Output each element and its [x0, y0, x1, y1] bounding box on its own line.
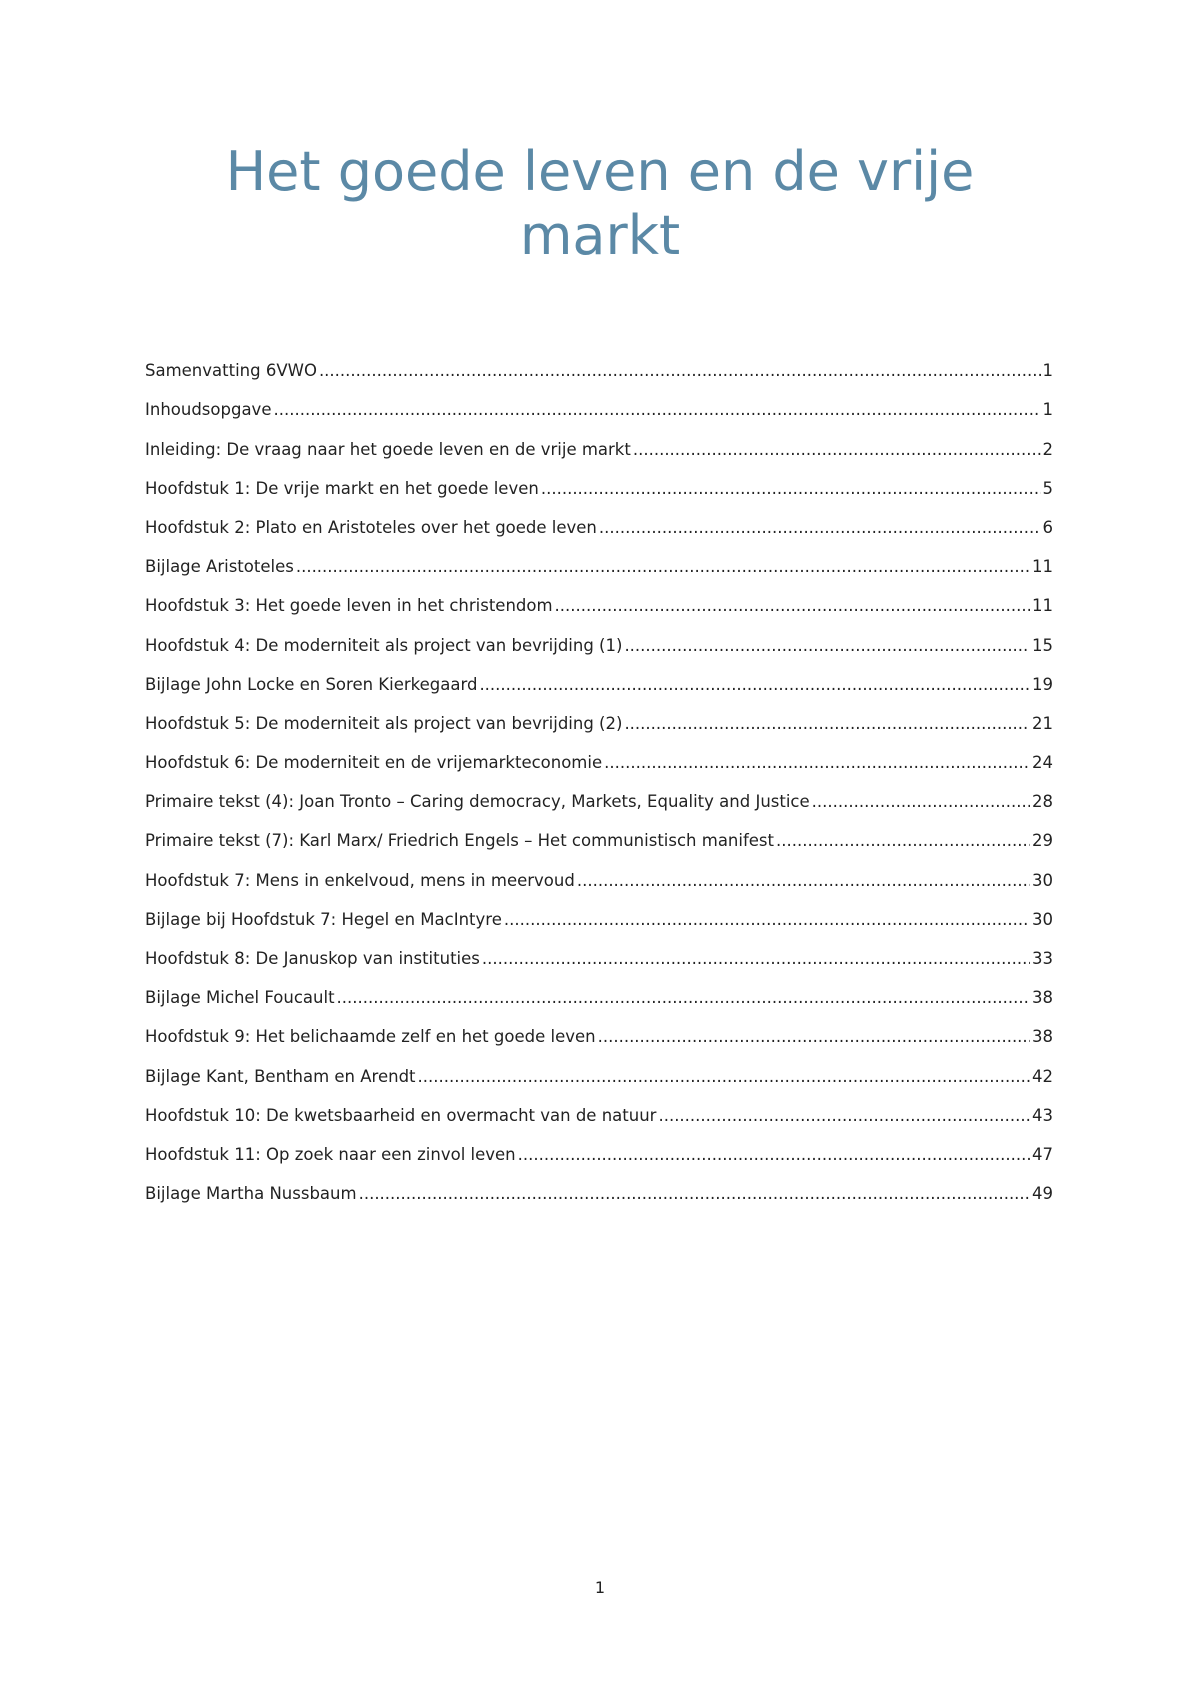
page-number: 1	[594, 1578, 606, 1597]
toc-entry[interactable]	[145, 459, 1053, 498]
toc-entry-label: Primaire tekst (4): Joan Tronto – Caring democracy, Markets, Equality and Justice	[145, 792, 810, 812]
toc-entry-page: 15	[1032, 635, 1053, 655]
toc-dot-leader	[599, 518, 1041, 537]
toc-entry-label: Bijlage Kant, Bentham en Arendt	[145, 1066, 416, 1086]
toc-entry-page: 5	[1042, 478, 1053, 498]
toc-entry-page: 42	[1032, 1066, 1053, 1086]
toc-entry-label: Inhoudsopgave	[145, 400, 272, 420]
toc-entry[interactable]	[145, 655, 1053, 694]
toc-entry-page: 28	[1032, 792, 1053, 812]
toc-entry[interactable]	[145, 498, 1053, 537]
toc-entry[interactable]	[145, 811, 1053, 850]
toc-entry-page: 2	[1042, 439, 1053, 459]
toc-entry[interactable]	[145, 694, 1053, 733]
toc-entry-label: Samenvatting 6VWO	[145, 361, 317, 381]
toc-entry[interactable]	[145, 733, 1053, 772]
toc-entry-label: Hoofdstuk 6: De moderniteit en de vrijemarkteconomie	[145, 753, 603, 773]
toc-entry-page: 38	[1032, 1027, 1053, 1047]
toc-dot-leader	[482, 949, 1030, 968]
toc-entry[interactable]	[145, 890, 1053, 929]
toc-dot-leader	[504, 910, 1030, 929]
toc-dot-leader	[633, 440, 1041, 459]
toc-dot-leader	[604, 753, 1030, 772]
toc-dot-leader	[541, 479, 1041, 498]
toc-entry-page: 49	[1032, 1184, 1053, 1204]
toc-entry-label: Bijlage John Locke en Soren Kierkegaard	[145, 674, 478, 694]
toc-entry-page: 1	[1042, 400, 1053, 420]
toc-dot-leader	[577, 871, 1030, 890]
toc-dot-leader	[319, 361, 1041, 380]
toc-entry[interactable]	[145, 419, 1053, 458]
toc-dot-leader	[812, 792, 1030, 811]
toc-entry-label: Hoofdstuk 1: De vrije markt en het goede leven	[145, 478, 539, 498]
toc-entry[interactable]	[145, 929, 1053, 968]
toc-entry-label: Hoofdstuk 9: Het belichaamde zelf en het goede leven	[145, 1027, 596, 1047]
toc-entry-page: 11	[1032, 596, 1053, 616]
document-title	[0, 140, 1200, 268]
toc-entry-page: 19	[1032, 674, 1053, 694]
toc-entry-label: Hoofdstuk 5: De moderniteit als project van bevrijding (2)	[145, 713, 623, 733]
toc-entry[interactable]	[145, 537, 1053, 576]
toc-entry-page: 24	[1032, 753, 1053, 773]
toc-entry-label: Bijlage bij Hoofdstuk 7: Hegel en MacIntyre	[145, 909, 502, 929]
toc-entry[interactable]	[145, 1125, 1053, 1164]
toc-dot-leader	[337, 988, 1030, 1007]
toc-dot-leader	[296, 557, 1030, 576]
toc-entry[interactable]	[145, 1007, 1053, 1046]
table-of-contents	[145, 341, 1053, 1203]
toc-dot-leader	[359, 1184, 1030, 1203]
toc-entry-page: 30	[1032, 909, 1053, 929]
toc-entry[interactable]	[145, 1046, 1053, 1085]
toc-entry-label: Bijlage Michel Foucault	[145, 988, 335, 1008]
toc-entry[interactable]	[145, 772, 1053, 811]
toc-dot-leader	[555, 596, 1030, 615]
toc-entry[interactable]	[145, 341, 1053, 380]
toc-entry[interactable]	[145, 850, 1053, 889]
toc-entry-label: Hoofdstuk 8: De Januskop van instituties	[145, 949, 480, 968]
toc-entry-page: 33	[1032, 949, 1053, 968]
toc-dot-leader	[518, 1145, 1030, 1164]
toc-entry-label: Hoofdstuk 11: Op zoek naar een zinvol leven	[145, 1144, 516, 1164]
toc-dot-leader	[273, 400, 1040, 419]
toc-dot-leader	[624, 636, 1030, 655]
toc-entry[interactable]	[145, 615, 1053, 654]
toc-entry-label: Bijlage Martha Nussbaum	[145, 1184, 357, 1204]
toc-entry-page: 30	[1032, 870, 1053, 890]
toc-entry-label: Hoofdstuk 10: De kwetsbaarheid en overmacht van de natuur	[145, 1105, 657, 1125]
toc-entry-page: 47	[1032, 1144, 1053, 1164]
toc-entry[interactable]	[145, 576, 1053, 615]
toc-dot-leader	[598, 1027, 1030, 1046]
toc-dot-leader	[418, 1067, 1030, 1086]
toc-entry-label: Hoofdstuk 2: Plato en Aristoteles over het goede leven	[145, 517, 597, 537]
document-title-line-2: markt	[519, 204, 681, 267]
toc-entry[interactable]	[145, 1086, 1053, 1125]
toc-entry-label: Inleiding: De vraag naar het goede leven en de vrije markt	[145, 439, 631, 459]
toc-entry-page: 11	[1032, 557, 1053, 577]
toc-entry[interactable]	[145, 380, 1053, 419]
toc-entry-page: 43	[1032, 1105, 1053, 1125]
toc-entry-page: 6	[1042, 517, 1053, 537]
toc-dot-leader	[776, 831, 1030, 850]
toc-entry-label: Bijlage Aristoteles	[145, 557, 294, 577]
toc-entry[interactable]	[145, 1164, 1053, 1203]
toc-entry[interactable]	[145, 968, 1053, 1007]
document-title-line-1: Het goede leven en de vrije	[225, 140, 975, 203]
toc-entry-page: 38	[1032, 988, 1053, 1008]
toc-entry-page: 21	[1032, 713, 1053, 733]
toc-entry-label: Hoofdstuk 4: De moderniteit als project van bevrijding (1)	[145, 635, 623, 655]
toc-dot-leader	[479, 675, 1030, 694]
toc-entry-label: Primaire tekst (7): Karl Marx/ Friedrich Engels – Het communistisch manifest	[145, 831, 774, 851]
toc-entry-label: Hoofdstuk 3: Het goede leven in het christendom	[145, 596, 553, 616]
toc-dot-leader	[624, 714, 1030, 733]
toc-entry-label: Hoofdstuk 7: Mens in enkelvoud, mens in meervoud	[145, 870, 575, 890]
toc-entry-page: 29	[1032, 831, 1053, 851]
toc-entry-page: 1	[1042, 361, 1053, 381]
toc-dot-leader	[658, 1106, 1030, 1125]
